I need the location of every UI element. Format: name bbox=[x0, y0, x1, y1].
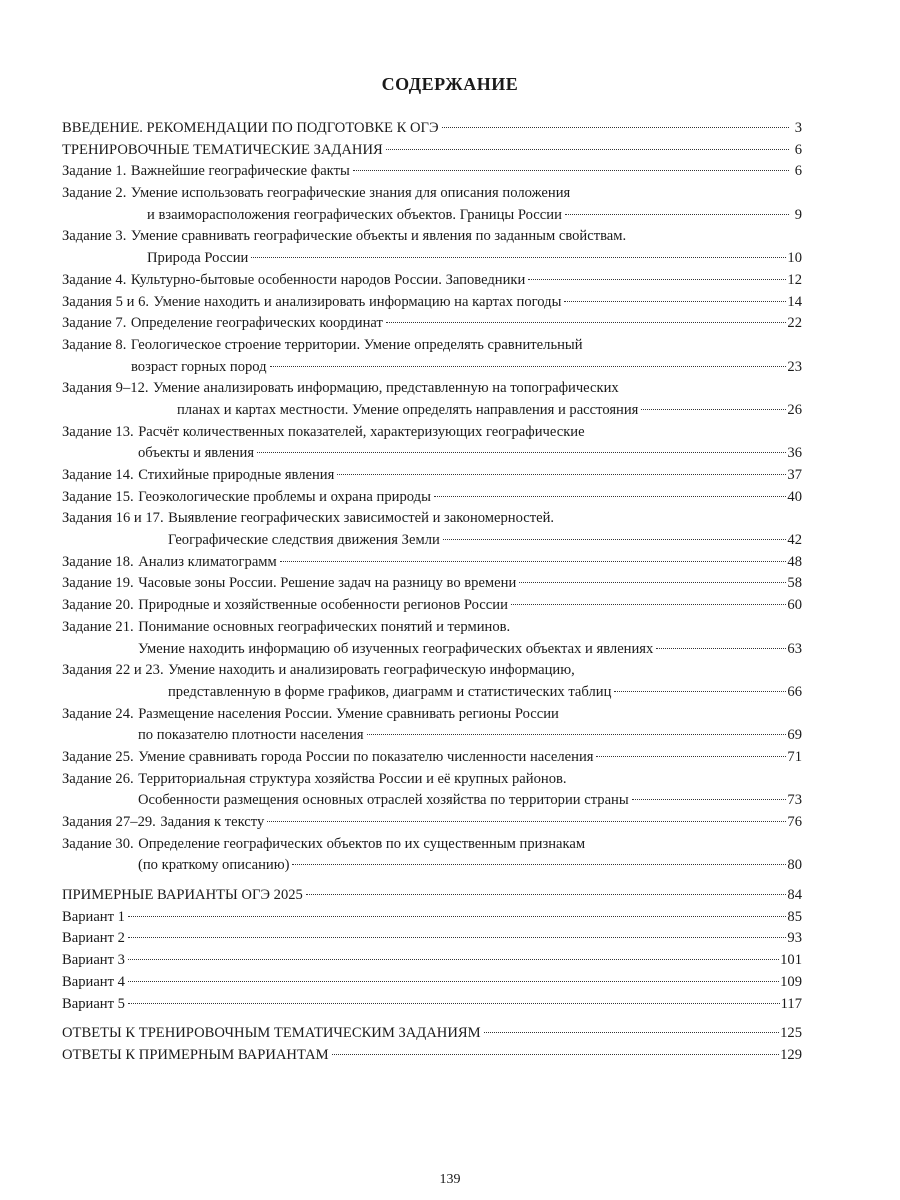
toc-entry-title: Стихийные природные явления bbox=[138, 467, 335, 483]
toc-page-number: 36 bbox=[787, 445, 802, 462]
toc-entry-title: ПРИМЕРНЫЕ ВАРИАНТЫ ОГЭ 2025 bbox=[62, 887, 303, 904]
toc-entry-title: Геоэкологические проблемы и охрана природы bbox=[138, 488, 431, 505]
dot-leader bbox=[442, 127, 789, 128]
toc-row bbox=[62, 270, 802, 292]
toc-row bbox=[62, 907, 802, 929]
toc-row bbox=[62, 378, 802, 400]
toc-entry-title: Умение использовать географические знания для описания положения bbox=[130, 185, 571, 202]
toc-row bbox=[62, 400, 802, 422]
toc-entry-label: Задание 8. bbox=[62, 336, 127, 353]
dot-leader bbox=[280, 561, 787, 562]
toc-entry-title: Вариант 1 bbox=[62, 908, 125, 925]
toc-entry-title: по показателю плотности населения bbox=[138, 727, 364, 744]
toc-row bbox=[62, 950, 802, 972]
toc-entry-label: Задания 9–12. bbox=[62, 380, 149, 397]
toc-page-number: 93 bbox=[787, 930, 802, 947]
dot-leader bbox=[353, 170, 789, 171]
dot-leader bbox=[641, 409, 786, 410]
toc-entry-label: Задание 21. bbox=[62, 618, 134, 635]
toc-entry-title: представленную в форме графиков, диаграмм и статистических таблиц bbox=[168, 683, 612, 700]
dot-leader bbox=[519, 582, 786, 583]
toc-entry-label: Задания 22 и 23. bbox=[62, 662, 164, 679]
toc-page-number: 42 bbox=[787, 532, 802, 549]
dot-leader bbox=[128, 981, 779, 982]
toc-row bbox=[62, 660, 802, 682]
toc-row bbox=[62, 834, 802, 856]
toc-entry-title: Геологическое строение территории. Умение определять сравнительный bbox=[130, 336, 583, 353]
toc-entry-label: Задание 2. bbox=[62, 185, 127, 202]
toc-row bbox=[62, 465, 802, 487]
dot-leader bbox=[596, 756, 786, 757]
toc-page-number: 125 bbox=[780, 1025, 802, 1042]
toc-row bbox=[62, 552, 802, 574]
dot-leader bbox=[367, 734, 787, 735]
dot-leader bbox=[128, 959, 779, 960]
toc-page-number: 76 bbox=[787, 814, 802, 830]
toc-page-number: 23 bbox=[787, 358, 802, 375]
toc-entry-title: Размещение населения России. Умение сравнивать регионы России bbox=[138, 705, 559, 722]
toc-page-number: 6 bbox=[794, 163, 802, 180]
toc-entry-label: Задания 16 и 17. bbox=[62, 510, 164, 527]
toc-entry-title: объекты и явления bbox=[138, 445, 255, 462]
toc-entry-title: ОТВЕТЫ К ПРИМЕРНЫМ ВАРИАНТАМ bbox=[62, 1046, 329, 1063]
toc-row bbox=[62, 226, 802, 248]
toc-entry-label: Задание 19. bbox=[62, 575, 134, 592]
toc-entry-label: Задание 20. bbox=[62, 597, 134, 614]
dot-leader bbox=[434, 496, 787, 497]
toc-page-number: 80 bbox=[787, 857, 802, 874]
toc-page-number: 6 bbox=[794, 141, 802, 158]
dot-leader bbox=[528, 279, 786, 280]
toc-row bbox=[62, 183, 802, 205]
toc-row bbox=[62, 530, 802, 552]
dot-leader bbox=[128, 916, 786, 917]
dot-leader bbox=[386, 149, 789, 150]
toc-entry-title: ВВЕДЕНИЕ. РЕКОМЕНДАЦИИ ПО ПОДГОТОВКЕ К ОГЭ bbox=[62, 120, 439, 136]
toc-row bbox=[62, 928, 802, 950]
toc-entry-title: Вариант 5 bbox=[62, 995, 125, 1012]
dot-leader bbox=[564, 301, 786, 302]
toc-row bbox=[62, 994, 802, 1016]
dot-leader bbox=[484, 1032, 780, 1033]
toc-entry-title: Умение находить и анализировать географическую информацию, bbox=[168, 662, 575, 679]
dot-leader bbox=[306, 894, 787, 895]
dot-leader bbox=[332, 1054, 779, 1055]
toc-row bbox=[62, 885, 802, 907]
toc-row bbox=[62, 292, 802, 314]
toc-entry-title: Умение сравнивать города России по показателю численности населения bbox=[138, 748, 594, 765]
toc-row bbox=[62, 1045, 802, 1067]
toc-entry-title: Важнейшие географические факты bbox=[130, 163, 350, 180]
page-title: СОДЕРЖАНИЕ bbox=[381, 74, 519, 94]
toc-entry-label: Задания 27–29. bbox=[62, 814, 156, 830]
toc-entry-title: Вариант 2 bbox=[62, 930, 125, 947]
toc-page-number: 40 bbox=[787, 488, 802, 505]
toc-entry-title: Географические следствия движения Земли bbox=[168, 532, 440, 549]
toc-row bbox=[62, 508, 802, 530]
toc-entry-label: Задание 24. bbox=[62, 705, 134, 722]
toc-entry-label: Задание 1. bbox=[62, 163, 127, 180]
toc-entry-label: Задание 15. bbox=[62, 488, 134, 505]
toc-row bbox=[62, 595, 802, 617]
dot-leader bbox=[292, 864, 786, 865]
toc-page-number: 58 bbox=[787, 575, 802, 592]
toc-row bbox=[62, 790, 802, 812]
toc-row bbox=[62, 140, 802, 162]
toc-page-number: 85 bbox=[787, 908, 802, 925]
toc-entry-title: Вариант 4 bbox=[62, 973, 125, 990]
toc-entry-title: Определение географических объектов по их существенным признакам bbox=[138, 835, 586, 852]
dot-leader bbox=[337, 474, 786, 475]
dot-leader bbox=[257, 452, 786, 453]
toc-page-number: 14 bbox=[787, 293, 802, 310]
toc-page-number: 109 bbox=[780, 973, 802, 990]
dot-leader bbox=[386, 322, 787, 323]
toc-entry-title: (по краткому описанию) bbox=[138, 857, 290, 874]
toc-entry-label: Задание 3. bbox=[62, 228, 127, 245]
toc-row bbox=[62, 161, 802, 183]
toc-entry-label: Задание 25. bbox=[62, 748, 134, 765]
dot-leader bbox=[656, 648, 786, 649]
toc-row bbox=[62, 855, 802, 877]
toc-row bbox=[62, 812, 802, 834]
toc-entry-label: Задания 5 и 6. bbox=[62, 293, 150, 310]
toc-page-number: 73 bbox=[787, 792, 802, 809]
toc-entry-title: Умение находить информацию об изученных географических объектах и явлениях bbox=[138, 640, 654, 657]
toc-entry-title: Задания к тексту bbox=[160, 814, 265, 830]
toc-entry-label: Задание 14. bbox=[62, 467, 134, 483]
toc-page-number: 3 bbox=[794, 120, 802, 136]
toc-entry-label: Задание 4. bbox=[62, 271, 127, 288]
toc-row bbox=[62, 747, 802, 769]
toc-entry-title: Умение находить и анализировать информацию на картах погоды bbox=[153, 293, 562, 310]
dot-leader bbox=[632, 799, 787, 800]
toc-page-number: 66 bbox=[787, 683, 802, 700]
toc-page-number: 10 bbox=[787, 250, 802, 267]
toc-entry-label: Задание 13. bbox=[62, 423, 134, 440]
dot-leader bbox=[128, 1003, 780, 1004]
toc-page-number: 12 bbox=[787, 271, 802, 288]
toc-row bbox=[62, 573, 802, 595]
toc-entry-title: Вариант 3 bbox=[62, 952, 125, 969]
toc-entry-title: Природа России bbox=[147, 250, 249, 267]
toc-entry-label: Задание 30. bbox=[62, 835, 134, 852]
toc-row bbox=[62, 704, 802, 726]
toc-entry-label: Задание 7. bbox=[62, 315, 127, 332]
toc-page-number: 48 bbox=[787, 553, 802, 570]
dot-leader bbox=[614, 691, 786, 692]
toc-entry-title: Умение анализировать информацию, представленную на топографических bbox=[153, 380, 619, 397]
toc-row bbox=[62, 357, 802, 379]
toc-entry-title: Умение сравнивать географические объекты и явления по заданным свойствам. bbox=[130, 228, 627, 245]
toc-page-number: 26 bbox=[787, 401, 802, 418]
toc-row bbox=[62, 972, 802, 994]
dot-leader bbox=[128, 937, 786, 938]
toc-row bbox=[62, 422, 802, 444]
toc-page-number: 84 bbox=[787, 887, 802, 904]
toc-row bbox=[62, 248, 802, 270]
toc-row bbox=[62, 487, 802, 509]
toc-entry-title: Культурно-бытовые особенности народов России. Заповедники bbox=[130, 271, 526, 288]
dot-leader bbox=[511, 604, 787, 605]
toc-row bbox=[62, 617, 802, 639]
toc-page-number: 9 bbox=[794, 206, 802, 223]
toc-page-number: 101 bbox=[780, 952, 802, 969]
dot-leader bbox=[565, 214, 789, 215]
toc-page-number: 63 bbox=[787, 640, 802, 657]
toc-entry-title: Определение географических координат bbox=[130, 315, 383, 332]
toc-row bbox=[62, 443, 802, 465]
toc-page-number: 117 bbox=[780, 995, 802, 1012]
page-number: 139 bbox=[439, 1172, 461, 1187]
toc-entry-title: Особенности размещения основных отраслей хозяйства по территории страны bbox=[138, 792, 629, 809]
toc-row bbox=[62, 1023, 802, 1045]
table-of-contents bbox=[62, 118, 802, 1067]
toc-row bbox=[62, 769, 802, 791]
dot-leader bbox=[251, 257, 786, 258]
toc-entry-title: Часовые зоны России. Решение задач на разницу во времени bbox=[138, 575, 517, 592]
toc-page-number: 129 bbox=[780, 1046, 802, 1063]
toc-entry-title: Выявление географических зависимостей и закономерностей. bbox=[168, 510, 555, 527]
toc-entry-title: ОТВЕТЫ К ТРЕНИРОВОЧНЫМ ТЕМАТИЧЕСКИМ ЗАДАНИЯМ bbox=[62, 1025, 481, 1042]
toc-row bbox=[62, 682, 802, 704]
toc-row bbox=[62, 118, 802, 140]
toc-row bbox=[62, 335, 802, 357]
toc-entry-label: Задание 26. bbox=[62, 770, 134, 787]
toc-entry-title: возраст горных пород bbox=[131, 358, 267, 375]
dot-leader bbox=[270, 366, 787, 367]
toc-entry-label: Задание 18. bbox=[62, 553, 134, 570]
dot-leader bbox=[443, 539, 787, 540]
toc-entry-title: Расчёт количественных показателей, характеризующих географические bbox=[138, 423, 585, 440]
toc-row bbox=[62, 725, 802, 747]
toc-entry-title: Территориальная структура хозяйства России и её крупных районов. bbox=[138, 770, 567, 787]
toc-row bbox=[62, 639, 802, 661]
toc-entry-title: Понимание основных географических понятий и терминов. bbox=[138, 618, 511, 635]
toc-page-number: 69 bbox=[787, 727, 802, 744]
toc-entry-title: планах и картах местности. Умение определять направления и расстояния bbox=[177, 401, 639, 418]
toc-page-number: 60 bbox=[787, 597, 802, 614]
dot-leader bbox=[267, 821, 786, 822]
toc-page-number: 71 bbox=[787, 748, 802, 765]
toc-entry-title: ТРЕНИРОВОЧНЫЕ ТЕМАТИЧЕСКИЕ ЗАДАНИЯ bbox=[62, 141, 383, 158]
toc-entry-title: Природные и хозяйственные особенности регионов России bbox=[138, 597, 508, 614]
toc-row bbox=[62, 205, 802, 227]
toc-entry-title: Анализ климатограмм bbox=[138, 553, 277, 570]
toc-entry-title: и взаиморасположения географических объектов. Границы России bbox=[147, 206, 562, 223]
toc-page-number: 37 bbox=[787, 467, 802, 483]
toc-page-number: 22 bbox=[787, 315, 802, 332]
toc-row bbox=[62, 313, 802, 335]
